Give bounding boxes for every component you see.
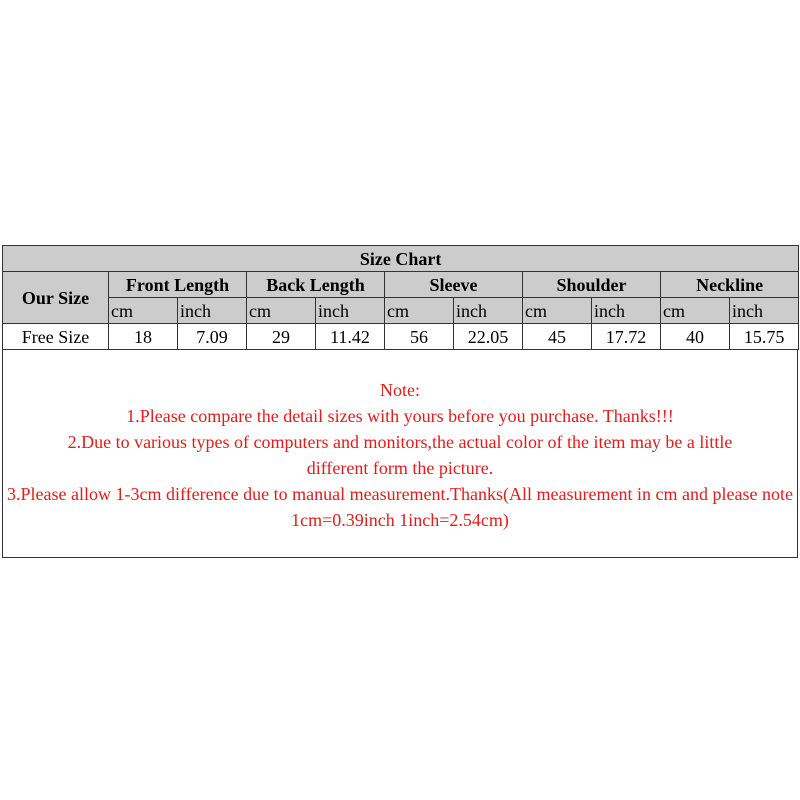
- table-cell: 11.42: [316, 324, 385, 350]
- note-line-1: 1.Please compare the detail sizes with yours before you purchase. Thanks!!!: [126, 406, 674, 426]
- table-cell: 15.75: [730, 324, 799, 350]
- unit-inch: inch: [178, 298, 247, 324]
- size-chart: [2, 245, 798, 558]
- note-line-3: 3.Please allow 1-3cm difference due to manual measurement.Thanks(All measurement in cm and please note 1cm=0.39inch 1inch=2.54cm): [7, 484, 793, 530]
- table-cell: 29: [247, 324, 316, 350]
- group-header-sleeve: Sleeve: [385, 272, 523, 298]
- size-label: Free Size: [3, 324, 109, 350]
- note-box: [2, 350, 798, 558]
- note-line-2: 2.Due to various types of computers and monitors,the actual color of the item may be a little different form the picture.: [67, 432, 733, 478]
- unit-cm: cm: [523, 298, 592, 324]
- table-cell: 7.09: [178, 324, 247, 350]
- unit-cm: cm: [109, 298, 178, 324]
- table-cell: 17.72: [592, 324, 661, 350]
- group-header-shoulder: Shoulder: [523, 272, 661, 298]
- group-header-back-length: Back Length: [247, 272, 385, 298]
- our-size-header: Our Size: [3, 272, 109, 324]
- table-cell: 45: [523, 324, 592, 350]
- chart-title: Size Chart: [3, 246, 799, 272]
- unit-inch: inch: [730, 298, 799, 324]
- unit-cm: cm: [385, 298, 454, 324]
- unit-cm: cm: [661, 298, 730, 324]
- note-heading: Note:: [380, 380, 420, 400]
- table-cell: 40: [661, 324, 730, 350]
- unit-inch: inch: [316, 298, 385, 324]
- size-chart-table: [2, 245, 799, 350]
- group-header-neckline: Neckline: [661, 272, 799, 298]
- unit-cm: cm: [247, 298, 316, 324]
- table-cell: 18: [109, 324, 178, 350]
- table-cell: 22.05: [454, 324, 523, 350]
- unit-inch: inch: [592, 298, 661, 324]
- table-cell: 56: [385, 324, 454, 350]
- unit-inch: inch: [454, 298, 523, 324]
- group-header-front-length: Front Length: [109, 272, 247, 298]
- table-row: [3, 324, 799, 350]
